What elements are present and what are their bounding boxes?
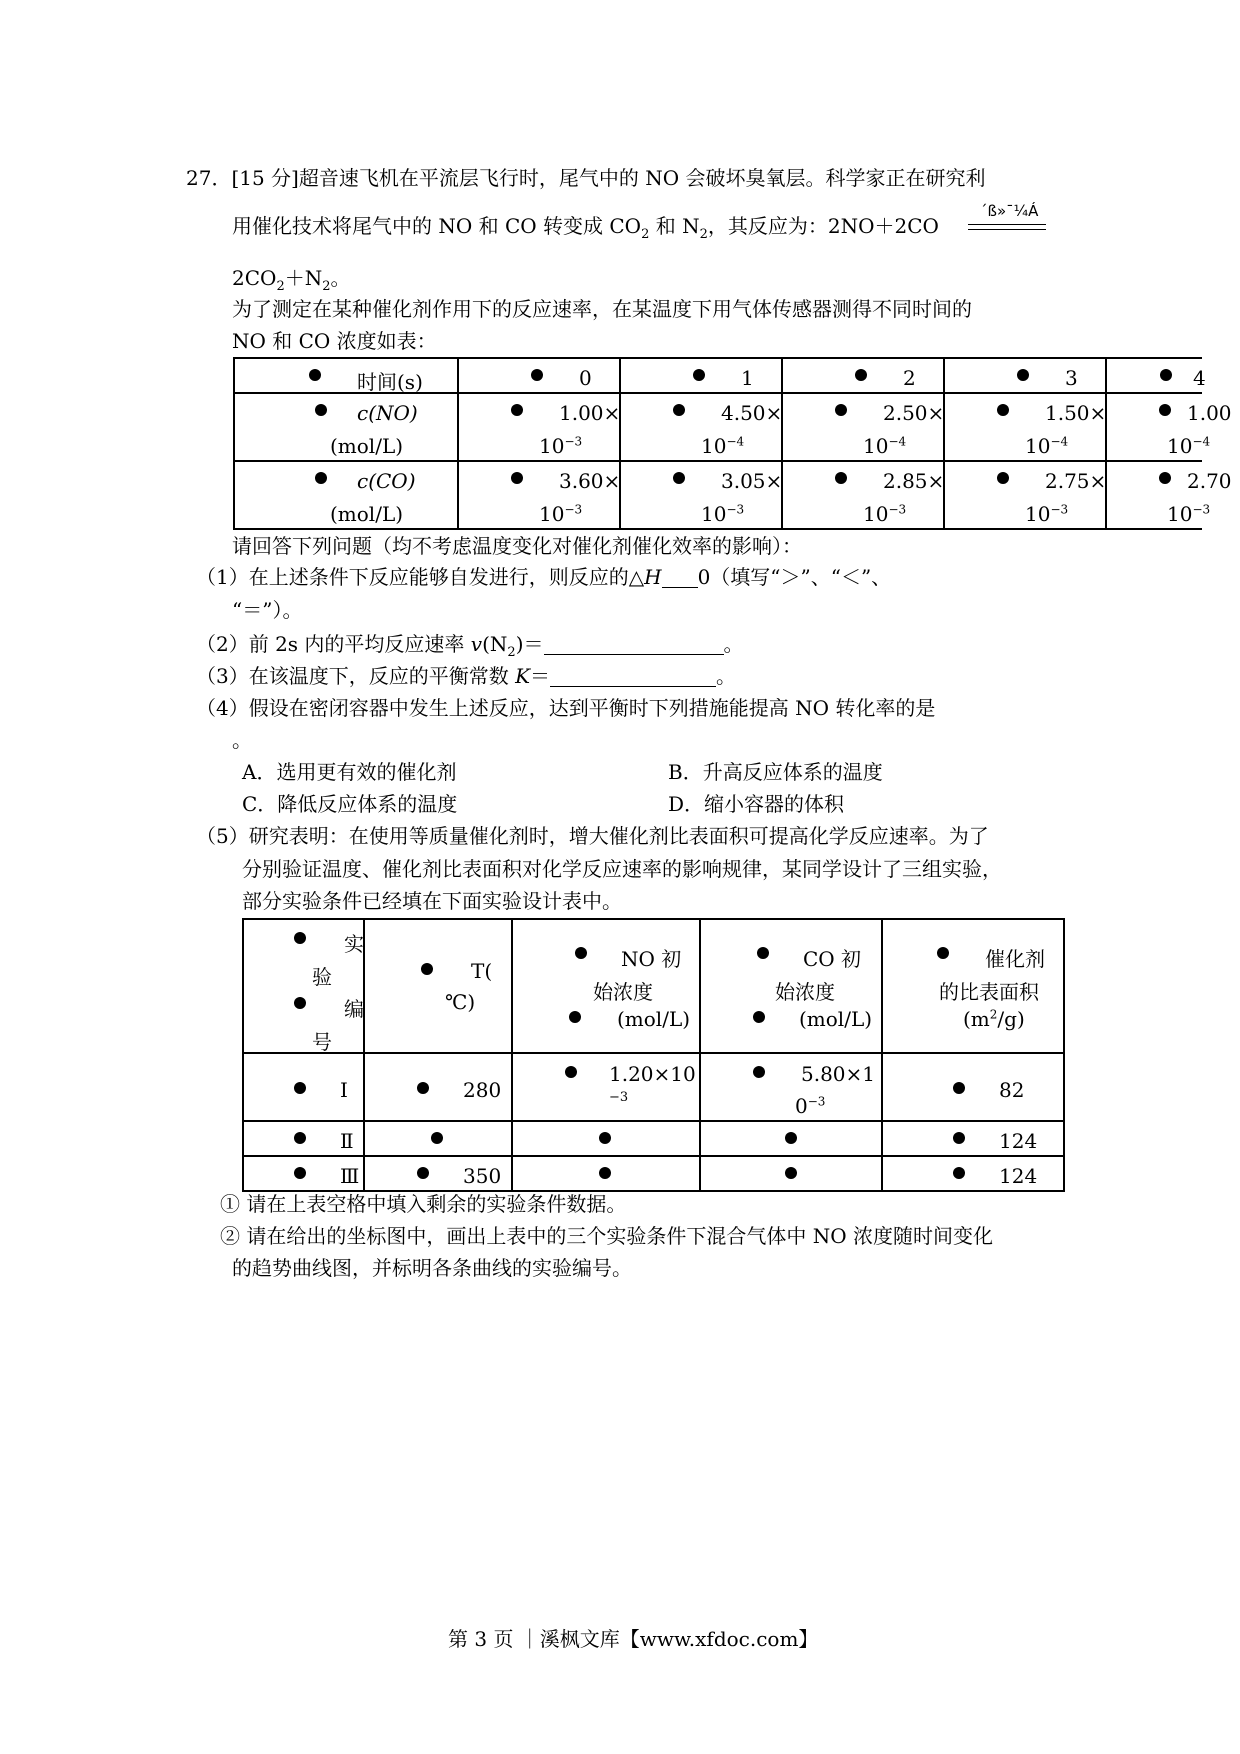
question-1: （1）在上述条件下反应能够自发进行，则反应的△H 0（填写“＞”、“＜”、	[196, 565, 892, 589]
task-1: ① 请在上表空格中填入剩余的实验条件数据。	[220, 1192, 627, 1216]
table-cell: 1.00× $10^{-3}$	[458, 393, 620, 461]
table-cell: 2	[782, 358, 944, 393]
question-4-end: 。	[232, 728, 252, 752]
table-cell: 1	[620, 358, 782, 393]
table-cell: c(NO) (mol/L)	[234, 393, 458, 461]
table-cell: 3.05× $10^{-3}$	[620, 461, 782, 529]
answers-intro: 请回答下列问题（均不考虑温度变化对催化剂催化效率的影响）：	[232, 534, 802, 558]
blank-cell[interactable]	[512, 1121, 700, 1156]
table-cell: 280	[364, 1053, 512, 1121]
question-3: （3）在该温度下，反应的平衡常数 K＝ 。	[196, 664, 737, 688]
table-cell: 3.60× $10^{-3}$	[458, 461, 620, 529]
question-line-3: $2CO_2+N_2$。	[232, 266, 351, 294]
question-5-line-3: 部分实验条件已经填在下面实验设计表中。	[242, 889, 622, 913]
table-cell: 2.70 $10^{-3}$	[1106, 461, 1202, 529]
page-footer: 第 3 页 ｜溪枫文库【www.xfdoc.com】	[448, 1627, 819, 1651]
table-cell: c(CO) (mol/L)	[234, 461, 458, 529]
table-cell: 3	[944, 358, 1106, 393]
table-cell: 124	[882, 1156, 1064, 1191]
question-2: （2）前 2s 内的平均反应速率 $v(N_2)=$ 。	[196, 632, 744, 660]
table-cell: Ⅲ	[243, 1156, 364, 1191]
option-d: D．缩小容器的体积	[668, 792, 845, 816]
table-cell: 1.20×10 −3	[512, 1053, 700, 1121]
table-cell: Ⅱ	[243, 1121, 364, 1156]
table-cell: 0	[458, 358, 620, 393]
blank-cell[interactable]	[512, 1156, 700, 1191]
table-cell: 4	[1106, 358, 1202, 393]
table-cell: 350	[364, 1156, 512, 1191]
table-cell: 2.85× $10^{-3}$	[782, 461, 944, 529]
option-c: C．降低反应体系的温度	[242, 792, 458, 816]
question-5-line-2: 分别验证温度、催化剂比表面积对化学反应速率的影响规律，某同学设计了三组实验，	[242, 857, 1002, 881]
blank-cell[interactable]	[700, 1121, 882, 1156]
question-line-5: NO 和 CO 浓度如表：	[232, 329, 437, 353]
option-b: B．升高反应体系的温度	[668, 760, 883, 784]
table-cell: T( ℃)	[364, 919, 512, 1053]
table-cell: NO 初 始浓度 (mol/L)	[512, 919, 700, 1053]
table-cell: 2.75× $10^{-3}$	[944, 461, 1106, 529]
table-cell: Ⅰ	[243, 1053, 364, 1121]
table-cell: 实 验 编 号	[243, 919, 364, 1053]
blank-cell[interactable]	[364, 1121, 512, 1156]
question-4: （4）假设在密闭容器中发生上述反应，达到平衡时下列措施能提高 NO 转化率的是	[196, 696, 936, 720]
answer-blank-3[interactable]	[550, 666, 716, 687]
concentration-table	[233, 357, 1232, 530]
catalyst-label: ´ß»¯¼Á	[980, 202, 1039, 220]
blank-cell[interactable]	[700, 1156, 882, 1191]
table-cell: 1.00 $10^{-4}$	[1106, 393, 1202, 461]
table-cell: 催化剂 的比表面积 $(m^2/g)$	[882, 919, 1064, 1053]
question-5: （5）研究表明：在使用等质量催化剂时，增大催化剂比表面积可提高化学反应速率。为了	[196, 824, 989, 848]
table-cell: 4.50× $10^{-4}$	[620, 393, 782, 461]
experiment-table	[242, 918, 1065, 1192]
table-cell: 82	[882, 1053, 1064, 1121]
table-cell: CO 初 始浓度 (mol/L)	[700, 919, 882, 1053]
task-2: ② 请在给出的坐标图中，画出上表中的三个实验条件下混合气体中 NO 浓度随时间变化	[220, 1224, 993, 1248]
question-title: 27．[15 分]超音速飞机在平流层飞行时，尾气中的 NO 会破坏臭氧层。科学家正在研究利	[186, 166, 986, 190]
option-a: A．选用更有效的催化剂	[242, 760, 457, 784]
task-2-cont: 的趋势曲线图，并标明各条曲线的实验编号。	[232, 1256, 632, 1280]
table-cell: 5.80×1 $0^{-3}$	[700, 1053, 882, 1121]
answer-blank-2[interactable]	[544, 634, 724, 655]
question-line-2: 用催化技术将尾气中的 NO 和 CO 转变成 $CO_2$ 和 $N_2$，其反应为：2NO＋2CO	[232, 214, 939, 242]
table-cell: 124	[882, 1121, 1064, 1156]
question-1-cont: “＝”）。	[232, 598, 303, 622]
table-cell: 2.50× $10^{-4}$	[782, 393, 944, 461]
table-cell: 时间(s)	[234, 358, 458, 393]
question-line-4: 为了测定在某种催化剂作用下的反应速率，在某温度下用气体传感器测得不同时间的	[232, 297, 972, 321]
catalyst-arrow	[968, 204, 1048, 230]
table-cell: 1.50× $10^{-4}$	[944, 393, 1106, 461]
